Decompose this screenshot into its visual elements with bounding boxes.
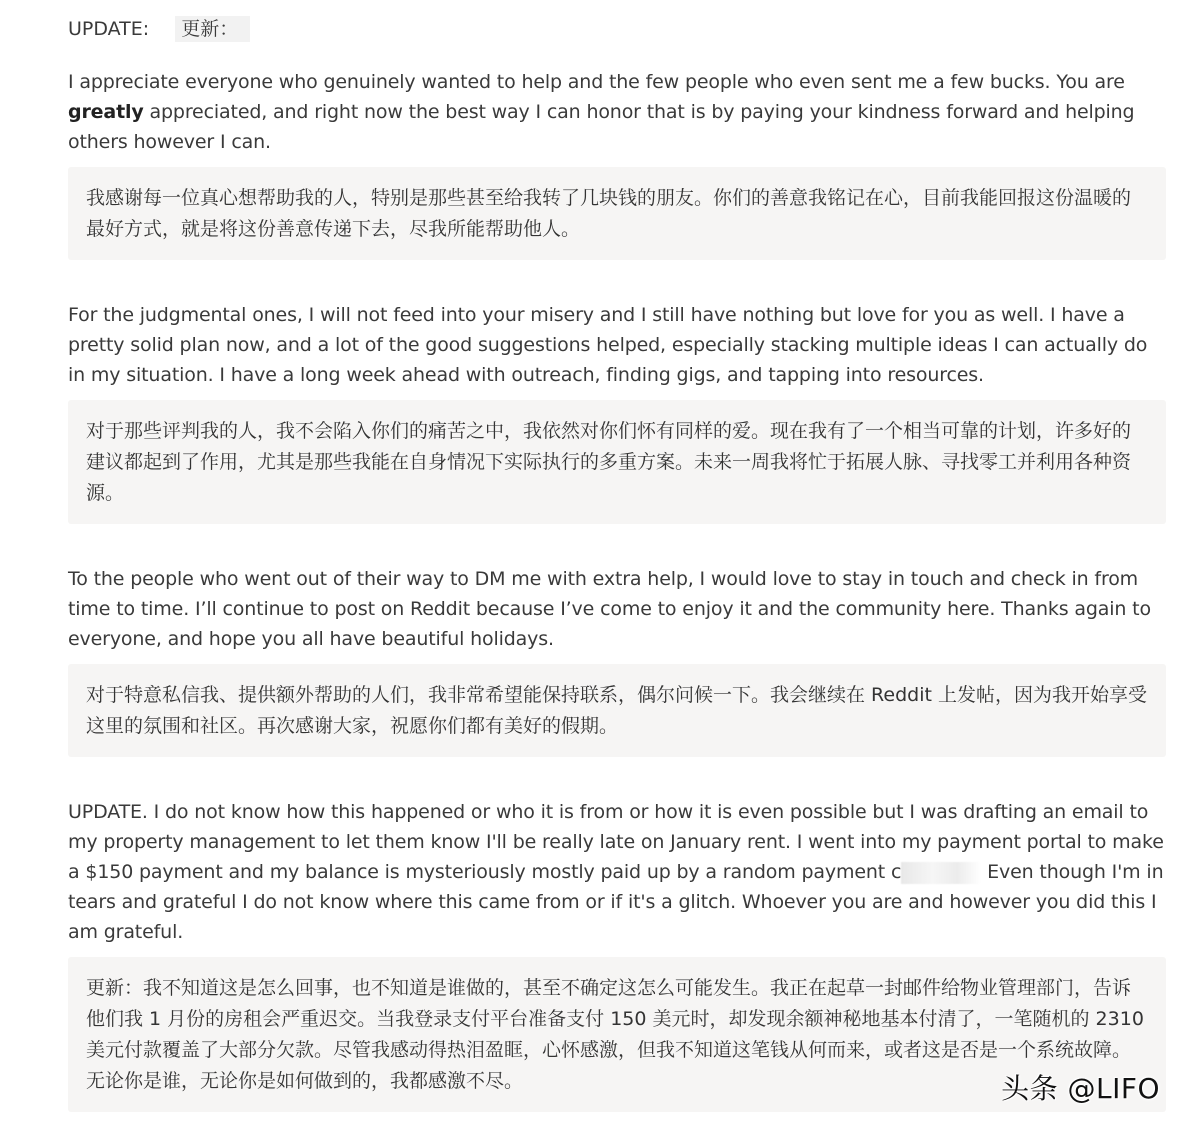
update-header [68, 14, 1166, 44]
bold-text: greatly [68, 101, 144, 123]
chinese-translation-box: 对于特意私信我、提供额外帮助的人们，我非常希望能保持联系，偶尔问候一下。我会继续在 Reddit 上发帖，因为我开始享受这里的氛围和社区。再次感谢大家，祝愿你们都有美好的假期。 [68, 664, 1166, 757]
paragraph-block-4 [68, 797, 1166, 1112]
english-paragraph [68, 797, 1166, 947]
watermark: 头条 @LIFO [1001, 1072, 1160, 1105]
text-run: appreciated, and right now the best way I can honor that is by paying your kindness forward and helping others however I can. [68, 101, 1135, 153]
text-run: Even though I'm in tears and grateful I do not know where this came from or if it's a glitch. Whoever you are and however you did this I am grateful. [68, 861, 1164, 943]
update-label-en: UPDATE: [68, 18, 150, 40]
chinese-translation-box: 我感谢每一位真心想帮助我的人，特别是那些甚至给我转了几块钱的朋友。你们的善意我铭记在心，目前我能回报这份温暖的最好方式，就是将这份善意传递下去，尽我所能帮助他人。 [68, 167, 1166, 260]
english-paragraph: For the judgmental ones, I will not feed into your misery and I still have nothing but love for you as well. I have a pretty solid plan now, and a lot of the good suggestions helped, especially stacking multiple ideas I can actually do in my situation. I have a long week ahead with outreach, finding gigs, and tapping into resources. [68, 304, 1148, 386]
english-paragraph: To the people who went out of their way to DM me with extra help, I would love to stay in touch and check in from time to time. I’ll continue to post on Reddit because I’ve come to enjoy it and the community here. Thanks again to everyone, and hope you all have beautiful holidays. [68, 568, 1151, 650]
update-label-zh: 更新： [175, 16, 250, 42]
paragraph-block-2 [68, 300, 1166, 524]
text-run: I appreciate everyone who genuinely wanted to help and the few people who even sent me a few bucks. You are [68, 71, 1125, 93]
english-paragraph [68, 67, 1166, 157]
chinese-translation-box: 对于那些评判我的人，我不会陷入你们的痛苦之中，我依然对你们怀有同样的爱。现在我有了一个相当可靠的计划，许多好的建议都起到了作用，尤其是那些我能在自身情况下实际执行的多重方案。未来一周我将忙于拓展人脉、寻找零工并利用各种资源。 [68, 400, 1166, 524]
paragraph-block-1 [68, 67, 1166, 260]
post-body [68, 14, 1166, 1112]
chinese-translation-box: 更新：我不知道这是怎么回事，也不知道是谁做的，甚至不确定这怎么可能发生。我正在起草一封邮件给物业管理部门，告诉他们我 1 月份的房租会严重迟交。当我登录支付平台准备支付 150 美元时，却发现余额神秘地基本付清了，一笔随机的 2310 美元付款覆盖了大部分欠款。尽管我感动得热泪盈眶，心怀感激，但我不知道这笔钱从何而来，或者这是否是一个系统故障。无论你是谁，无论你是如何做到的，我都感激不尽。 [68, 957, 1166, 1112]
redacted-region [901, 862, 981, 884]
paragraph-block-3 [68, 564, 1166, 757]
text-run: UPDATE. I do not know how this happened or who it is from or how it is even possible but I was drafting an email to my property management to let them know I'll be really late on January rent. I went into my payment portal to make a $150 payment and my balance is mysteriously mostly paid up by a random payment c [68, 801, 1164, 883]
